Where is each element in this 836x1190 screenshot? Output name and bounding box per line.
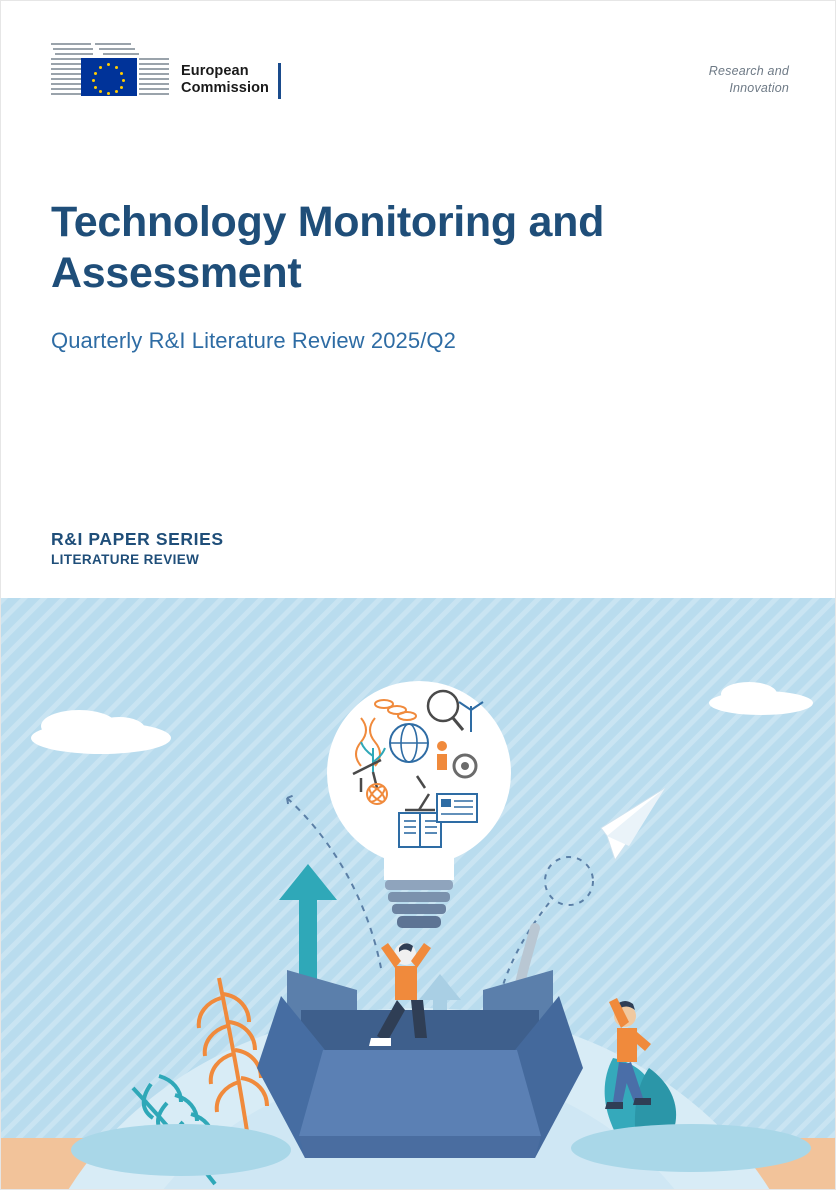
logo-divider [278,63,281,99]
department-line2: Innovation [729,80,789,95]
page-title: Technology Monitoring and Assessment [51,198,605,297]
ec-wordmark-line2: Commission [181,80,270,97]
department-line1: Research and [708,64,789,78]
cover-illustration [1,598,836,1190]
series-block [51,529,224,567]
ec-flag-icon [51,41,173,99]
person-icon [437,741,447,770]
title-block [51,197,775,354]
page-header [51,41,789,111]
book-icon [399,813,441,847]
department-label [709,63,789,97]
ec-wordmark [181,41,269,97]
page-subtitle: Quarterly R&I Literature Review 2025/Q2 [51,328,456,354]
series-title: R&I PAPER SERIES [51,529,224,549]
series-subtitle: LITERATURE REVIEW [51,552,200,567]
eu-flag [81,58,137,96]
european-commission-logo [51,41,281,99]
chart-card-icon [437,794,477,822]
ec-wordmark-line1: European [181,63,249,79]
innovation-box-illustration [1,598,836,1190]
